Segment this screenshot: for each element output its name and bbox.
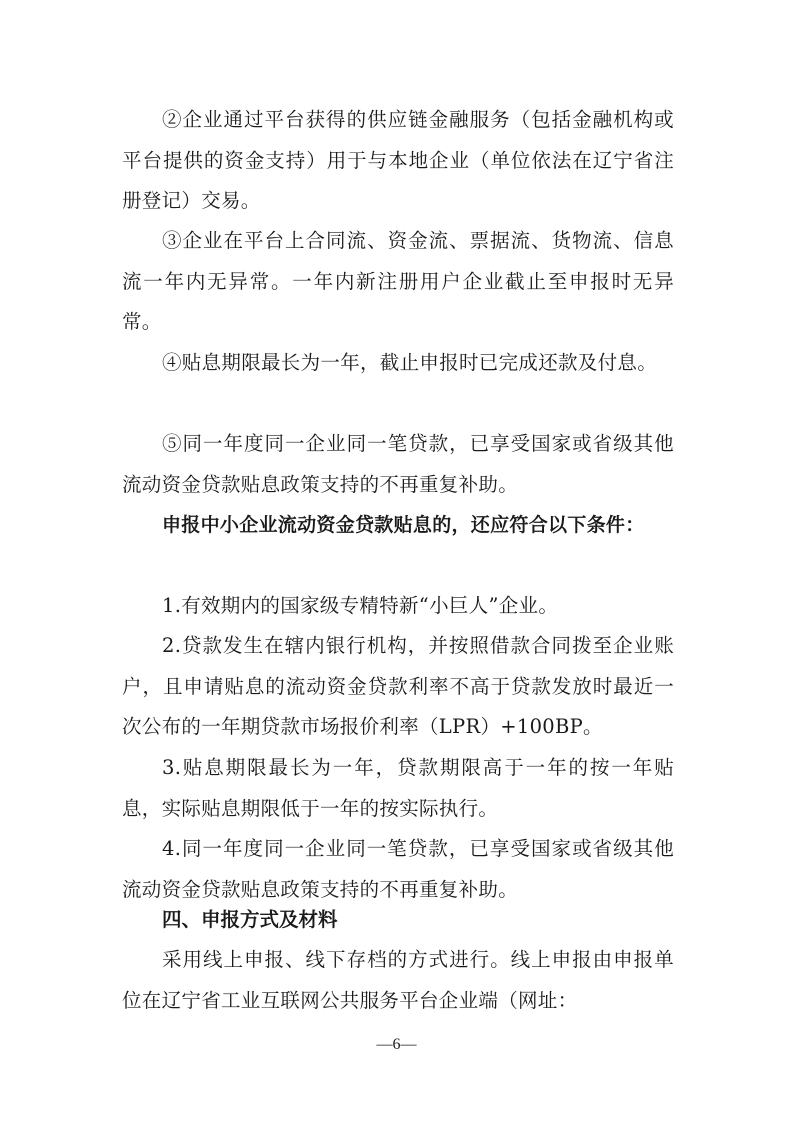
section-heading-4: 四、申报方式及材料: [162, 908, 338, 931]
paragraph-sme-item-1: 1.有效期内的国家级专精特新“小巨人”企业。: [162, 594, 559, 617]
paragraph-condition-3: ③企业在平台上合同流、资金流、票据流、货物流、信息流一年内无异常。一年内新注册用户企业截止至申报时无异常。: [122, 229, 674, 333]
paragraph-sme-item-3: 3.贴息期限最长为一年，贷款期限高于一年的按一年贴息，实际贴息期限低于一年的按实际执行。: [122, 756, 674, 820]
page-number: —6—: [376, 1036, 417, 1053]
paragraph-condition-4: ④贴息期限最长为一年，截止申报时已完成还款及付息。: [162, 351, 658, 374]
paragraph-condition-5: ⑤同一年度同一企业同一笔贷款，已享受国家或省级其他流动资金贷款贴息政策支持的不再重复补助。: [122, 432, 674, 496]
paragraph-condition-2: ②企业通过平台获得的供应链金融服务（包括金融机构或平台提供的资金支持）用于与本地企业（单位依法在辽宁省注册登记）交易。: [122, 108, 674, 212]
paragraph-sme-loan-intro: 申报中小企业流动资金贷款贴息的，还应符合以下条件：: [162, 514, 645, 536]
paragraph-sme-item-4: 4.同一年度同一企业同一笔贷款，已享受国家或省级其他流动资金贷款贴息政策支持的不再重复补助。: [122, 837, 674, 901]
paragraph-application-method: 采用线上申报、线下存档的方式进行。线上申报由申报单位在辽宁省工业互联网公共服务平台企业端（网址：: [122, 948, 674, 1012]
paragraph-sme-item-2: 2.贷款发生在辖内银行机构，并按照借款合同拨至企业账户，且申请贴息的流动资金贷款利率不高于贷款发放时最近一次公布的一年期贷款市场报价利率（LPR）+100BP。: [122, 634, 674, 738]
